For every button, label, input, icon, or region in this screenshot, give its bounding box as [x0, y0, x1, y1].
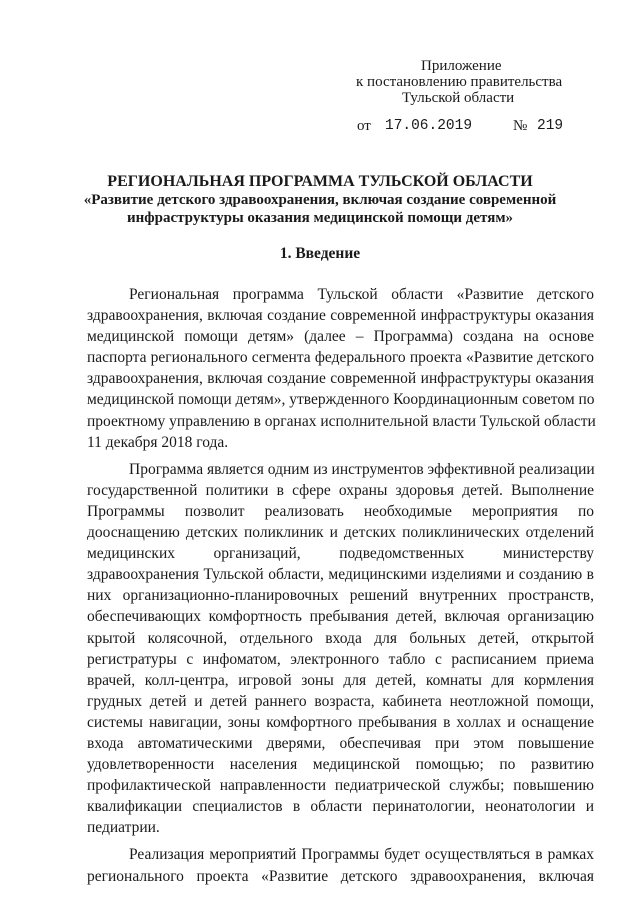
paragraph-line: регистратуры с инфоматом, электронного табло с расписанием приема: [87, 650, 594, 668]
paragraph-line: грудных детей и детей раннего возраста, кабинета неотложной помощи,: [87, 692, 594, 710]
appendix-line: к постановлению правительства: [356, 74, 563, 90]
paragraph-line: медицинских организаций, подведомственных министерству: [87, 545, 594, 563]
appendix-line: Приложение: [421, 58, 502, 74]
resolution-date: 17.06.2019: [385, 118, 473, 134]
program-title: РЕГИОНАЛЬНАЯ ПРОГРАММА ТУЛЬСКОЙ ОБЛАСТИ: [107, 173, 533, 190]
paragraph-line: врачей, колл-центра, игровой зоны для детей, комнаты для кормления: [87, 671, 594, 689]
program-subtitle-line: инфраструктуры оказания медицинской помощи детям»: [126, 210, 514, 226]
resolution-number-label: №: [513, 118, 528, 134]
paragraph-line: педиатрии.: [87, 819, 160, 837]
paragraph-line: профилактической направленности педиатрической службы; повышению: [87, 777, 594, 795]
resolution-date-label: от: [357, 118, 371, 134]
resolution-line: [357, 118, 564, 135]
paragraph: [87, 459, 594, 839]
section-heading: 1. Введение: [279, 245, 361, 262]
paragraph-line: государственной политики в сфере охраны здоровья детей. Выполнение: [87, 481, 594, 499]
paragraph-line: медицинской помощи детям», утвержденного Координационным советом по: [87, 391, 595, 409]
program-subtitle-line: «Развитие детского здравоохранения, включая создание современной: [83, 192, 557, 208]
paragraph-line: Региональная программа Тульской области «Развитие детского: [129, 286, 594, 303]
paragraph-line: регионального проекта «Развитие детского здравоохранения, включая: [87, 867, 594, 885]
paragraph-line: здравоохранения Тульской области, медицинскими изделиями и созданию в: [87, 566, 594, 584]
paragraph-line: Реализация мероприятий Программы будет осуществляться в рамках: [129, 846, 594, 864]
paragraph: [87, 284, 594, 453]
paragraph-line: квалификации специалистов в области перинатологии, неонатологии и: [87, 798, 594, 816]
appendix-line: Тульской области: [402, 90, 515, 106]
paragraph-line: системы навигации, зоны комфортного пребывания в холлах и оснащение: [87, 713, 594, 731]
paragraph-line: входа автоматическими дверями, обеспечивая при этом повышение: [87, 734, 594, 752]
resolution-number: 219: [537, 118, 564, 134]
paragraph-line: паспорта регионального сегмента федерального проекта «Развитие детского: [87, 349, 594, 367]
paragraph-line: медицинской помощи детям» (далее – Программа) создана на основе: [87, 328, 594, 346]
paragraph-line: проектному управлению в органах исполнительной власти Тульской области: [87, 412, 596, 430]
paragraph-line: Программы позволит реализовать необходимые мероприятия по: [87, 502, 594, 520]
paragraph-line: Программа является одним из инструментов эффективной реализации: [129, 460, 595, 478]
paragraph-line: дооснащению детских поликлиник и детских поликлинических отделений: [87, 524, 594, 542]
paragraph-line: крытой колясочной, отдельного входа для больных детей, открытой: [87, 629, 594, 647]
paragraph-line: здравоохранения, включая создание современной инфраструктуры оказания: [87, 307, 594, 325]
paragraph-line: них организационно-планировочных решений внутренних пространств,: [87, 587, 594, 605]
body-text: [87, 284, 594, 887]
paragraph-line: здравоохранения, включая создание современной инфраструктуры оказания: [87, 370, 594, 388]
appendix-block: [352, 58, 572, 106]
paragraph: [87, 844, 594, 886]
paragraph-line: 11 декабря 2018 года.: [87, 433, 229, 451]
paragraph-line: обеспечивающих комфортность пребывания детей, включая организацию: [87, 608, 594, 626]
paragraph-line: удовлетворенности населения медицинской помощью; по развитию: [87, 756, 594, 774]
